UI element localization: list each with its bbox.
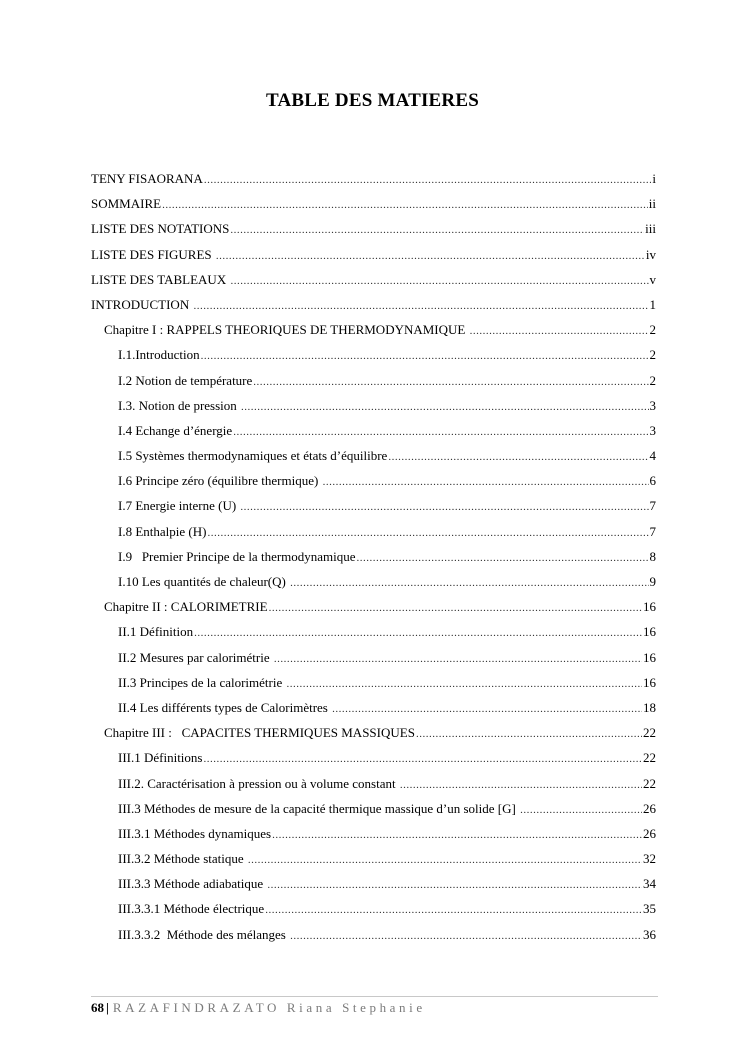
toc-dot-leader bbox=[274, 645, 642, 672]
toc-entry-page: 4 bbox=[649, 448, 656, 464]
toc-entry-page: 1 bbox=[649, 296, 656, 312]
toc-entry-page: 32 bbox=[643, 851, 656, 867]
toc-entry-page: 7 bbox=[649, 498, 656, 514]
toc-dot-leader bbox=[388, 443, 648, 470]
toc-dot-leader bbox=[240, 493, 648, 520]
toc-entry[interactable] bbox=[91, 292, 656, 317]
toc-entry[interactable] bbox=[91, 393, 656, 418]
toc-entry-label: II.3 Principes de la calorimétrie bbox=[118, 674, 286, 690]
toc-entry[interactable] bbox=[91, 645, 656, 670]
toc-entry-page: 16 bbox=[643, 624, 656, 640]
toc-entry-label: II.2 Mesures par calorimétrie bbox=[118, 649, 273, 665]
toc-dot-leader bbox=[193, 292, 648, 319]
toc-entry-label: Chapitre III : CAPACITES THERMIQUES MASSIQUES bbox=[104, 725, 415, 741]
toc-entry-label: Chapitre II : CALORIMETRIE bbox=[104, 599, 268, 615]
toc-entry[interactable] bbox=[91, 670, 656, 695]
toc-entry-label: III.3.3 Méthode adiabatique bbox=[118, 876, 267, 892]
toc-dot-leader bbox=[201, 342, 649, 369]
toc-dot-leader bbox=[230, 216, 644, 243]
toc-entry-label: III.3.1 Méthodes dynamiques bbox=[118, 825, 272, 841]
toc-entry-page: 18 bbox=[643, 699, 656, 715]
toc-entry-label: III.1 Définitions bbox=[118, 750, 203, 766]
toc-entry-label: II.4 Les différents types de Calorimètres bbox=[118, 699, 332, 715]
toc-dot-leader bbox=[520, 796, 642, 823]
toc-entry[interactable] bbox=[91, 368, 656, 393]
toc-entry[interactable] bbox=[91, 342, 656, 367]
toc-entry[interactable] bbox=[91, 720, 656, 745]
toc-dot-leader bbox=[272, 821, 642, 848]
toc-entry-label: TENY FISAORANA bbox=[91, 171, 203, 186]
footer-divider bbox=[91, 996, 658, 997]
toc-dot-leader bbox=[265, 896, 642, 923]
toc-entry[interactable] bbox=[91, 493, 656, 518]
toc-dot-leader bbox=[233, 418, 648, 445]
toc-entry-label: I.2 Notion de température bbox=[118, 372, 253, 388]
toc-entry-page: 8 bbox=[649, 548, 656, 564]
toc-entry-label: I.10 Les quantités de chaleur(Q) bbox=[118, 574, 290, 589]
toc-entry-label: LISTE DES NOTATIONS bbox=[91, 221, 230, 237]
toc-entry-page: 34 bbox=[643, 876, 656, 892]
toc-entry-label: I.4 Echange d’énergie bbox=[118, 422, 233, 438]
toc-entry[interactable] bbox=[91, 443, 656, 468]
toc-entry[interactable] bbox=[91, 745, 656, 770]
toc-dot-leader bbox=[416, 720, 642, 747]
toc-entry-label: I.9 Premier Principe de la thermodynamique bbox=[118, 548, 356, 564]
toc-entry[interactable] bbox=[91, 418, 656, 443]
toc-entry-label: III.3 Méthodes de mesure de la capacité thermique massique d’un solide [G] bbox=[118, 800, 520, 816]
toc-entry[interactable] bbox=[91, 796, 656, 821]
toc-dot-leader bbox=[470, 317, 649, 344]
toc-entry-label: I.6 Principe zéro (équilibre thermique) bbox=[118, 473, 322, 489]
toc-entry-page: iv bbox=[645, 246, 656, 262]
toc-dot-leader bbox=[267, 871, 642, 898]
toc-entry-page: 3 bbox=[649, 422, 656, 438]
toc-dot-leader bbox=[162, 191, 648, 218]
toc-entry-label: Chapitre I : RAPPELS THEORIQUES DE THERMODYNAMIQUE bbox=[104, 322, 469, 338]
toc-entry-label: I.1.Introduction bbox=[118, 347, 200, 363]
toc-entry-label: LISTE DES FIGURES bbox=[91, 246, 215, 262]
toc-entry[interactable] bbox=[91, 846, 656, 871]
toc-dot-leader bbox=[357, 544, 649, 571]
toc-entry[interactable] bbox=[91, 317, 656, 342]
toc-entry-page: 6 bbox=[649, 473, 656, 489]
toc-entry-page: 9 bbox=[649, 574, 656, 589]
toc-dot-leader bbox=[253, 368, 648, 395]
toc-entry-label: III.2. Caractérisation à pression ou à volume constant bbox=[118, 775, 399, 791]
toc-entry-page: iii bbox=[645, 221, 656, 237]
toc-entry[interactable] bbox=[91, 242, 656, 267]
toc-entry[interactable] bbox=[91, 695, 656, 720]
toc-entry-page: 2 bbox=[649, 322, 656, 338]
toc-entry[interactable] bbox=[91, 166, 656, 191]
toc-entry[interactable] bbox=[91, 569, 656, 594]
toc-entry-label: I.7 Energie interne (U) bbox=[118, 498, 240, 514]
toc-entry-page: 36 bbox=[643, 926, 656, 942]
toc-entry[interactable] bbox=[91, 468, 656, 493]
toc-entry-page: v bbox=[649, 271, 656, 287]
toc-dot-leader bbox=[400, 771, 642, 798]
toc-dot-leader bbox=[269, 594, 642, 621]
toc-entry-label: I.8 Enthalpie (H) bbox=[118, 523, 207, 539]
toc-entry[interactable] bbox=[91, 821, 656, 846]
toc-entry-label: III.3.3.1 Méthode électrique bbox=[118, 901, 265, 917]
toc-entry-label: LISTE DES TABLEAUX bbox=[91, 271, 230, 287]
toc-entry[interactable] bbox=[91, 922, 656, 947]
toc-entry-page: 26 bbox=[643, 800, 656, 816]
toc-dot-leader bbox=[216, 242, 645, 269]
table-of-contents bbox=[91, 166, 656, 947]
toc-entry-page: i bbox=[652, 171, 656, 186]
toc-dot-leader bbox=[207, 519, 648, 546]
toc-entry-page: 16 bbox=[643, 674, 656, 690]
toc-entry-page: 3 bbox=[649, 397, 656, 413]
toc-dot-leader bbox=[287, 670, 643, 697]
toc-entry-page: 7 bbox=[649, 523, 656, 539]
toc-dot-leader bbox=[323, 468, 649, 495]
toc-entry-label: II.1 Définition bbox=[118, 624, 194, 640]
toc-entry[interactable] bbox=[91, 519, 656, 544]
toc-entry-page: 22 bbox=[643, 750, 656, 766]
footer-page-number: 68 bbox=[91, 1000, 104, 1015]
toc-dot-leader bbox=[332, 695, 642, 722]
footer-separator: | bbox=[106, 1000, 109, 1015]
toc-dot-leader bbox=[290, 922, 642, 949]
toc-entry-page: 2 bbox=[649, 372, 656, 388]
toc-dot-leader bbox=[248, 846, 642, 873]
toc-entry-label: INTRODUCTION bbox=[91, 296, 193, 312]
toc-entry-page: 22 bbox=[643, 775, 656, 791]
toc-entry-page: 2 bbox=[649, 347, 656, 363]
toc-dot-leader bbox=[203, 745, 642, 772]
toc-dot-leader bbox=[230, 267, 648, 294]
page-footer bbox=[91, 999, 426, 1017]
toc-entry[interactable] bbox=[91, 594, 656, 619]
toc-entry[interactable] bbox=[91, 771, 656, 796]
page-title: TABLE DES MATIERES bbox=[265, 90, 479, 111]
footer-author: RAZAFINDRAZATO Riana Stephanie bbox=[112, 1000, 426, 1015]
toc-entry-label: I.3. Notion de pression bbox=[118, 397, 241, 413]
toc-entry-page: ii bbox=[648, 196, 656, 212]
toc-dot-leader bbox=[290, 569, 648, 596]
toc-entry[interactable] bbox=[91, 871, 656, 896]
toc-entry[interactable] bbox=[91, 216, 656, 241]
toc-entry-page: 16 bbox=[643, 649, 656, 665]
toc-entry-label: III.3.2 Méthode statique bbox=[118, 851, 247, 867]
toc-entry-label: III.3.3.2 Méthode des mélanges bbox=[118, 926, 290, 942]
toc-entry[interactable] bbox=[91, 191, 656, 216]
toc-dot-leader bbox=[204, 166, 652, 193]
toc-entry-page: 16 bbox=[643, 599, 656, 615]
toc-entry[interactable] bbox=[91, 267, 656, 292]
toc-entry-page: 22 bbox=[643, 725, 656, 741]
toc-entry[interactable] bbox=[91, 896, 656, 921]
toc-entry-label: SOMMAIRE bbox=[91, 196, 162, 212]
toc-dot-leader bbox=[194, 619, 642, 646]
toc-entry-page: 35 bbox=[643, 901, 656, 917]
toc-entry-label: I.5 Systèmes thermodynamiques et états d’équilibre bbox=[118, 448, 388, 464]
toc-entry[interactable] bbox=[91, 544, 656, 569]
toc-entry-page: 26 bbox=[643, 825, 656, 841]
toc-entry[interactable] bbox=[91, 619, 656, 644]
toc-dot-leader bbox=[241, 393, 648, 420]
